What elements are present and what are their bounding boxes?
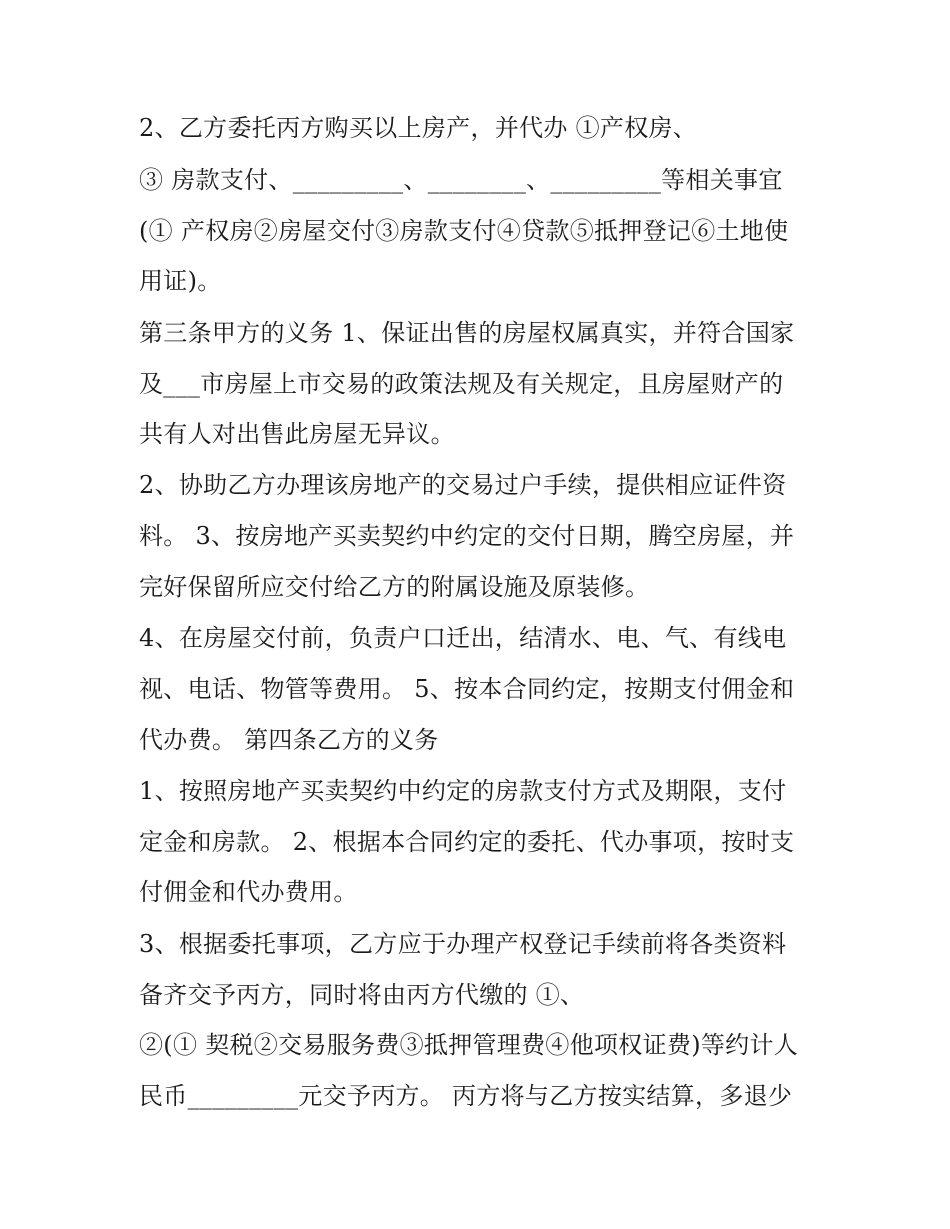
text-line: 4、在房屋交付前，负责户口迁出，结清水、电、气、有线电	[139, 624, 787, 652]
text-line: 视、电话、物管等费用。 5、按本合同约定，按期支付佣金和	[139, 675, 795, 703]
text-line: 完好保留所应交付给乙方的附属设施及原装修。	[139, 573, 650, 601]
text-line: 代办费。 第四条乙方的义务	[139, 726, 439, 754]
text-line: 民币_________元交予丙方。 丙方将与乙方按实结算，多退少	[139, 1082, 793, 1110]
text-line: 用证)。	[139, 267, 222, 295]
text-line: ②(① 契税②交易服务费③抵押管理费④他项权证费)等约计人	[139, 1031, 799, 1059]
text-line: 付佣金和代办费用。	[139, 878, 358, 906]
text-line: 共有人对出售此房屋无异议。	[139, 420, 455, 448]
text-line: 2、协助乙方办理该房地产的交易过户手续，提供相应证件资	[139, 471, 787, 499]
text-line: 第三条甲方的义务 1、保证出售的房屋权属真实，并符合国家	[139, 319, 795, 347]
text-line: 定金和房款。 2、根据本合同约定的委托、代办事项，按时支	[139, 828, 795, 856]
text-line: (① 产权房②房屋交付③房款支付④贷款⑤抵押登记⑥土地使	[139, 217, 789, 245]
text-line: 料。 3、按房地产买卖契约中约定的交付日期，腾空房屋，并	[139, 522, 795, 550]
text-line: 备齐交予丙方，同时将由丙方代缴的 ①、	[139, 981, 585, 1009]
text-line: 及___市房屋上市交易的政策法规及有关规定，且房屋财产的	[139, 370, 784, 398]
text-line: 1、按照房地产买卖契约中约定的房款支付方式及期限，支付	[139, 777, 787, 805]
text-line: 3、根据委托事项，乙方应于办理产权登记手续前将各类资料	[139, 930, 787, 958]
text-line: 2、乙方委托丙方购买以上房产，并代办 ①产权房、	[139, 114, 698, 142]
text-line: ③ 房款支付、_________、________、_________等相关事宜	[139, 166, 783, 194]
